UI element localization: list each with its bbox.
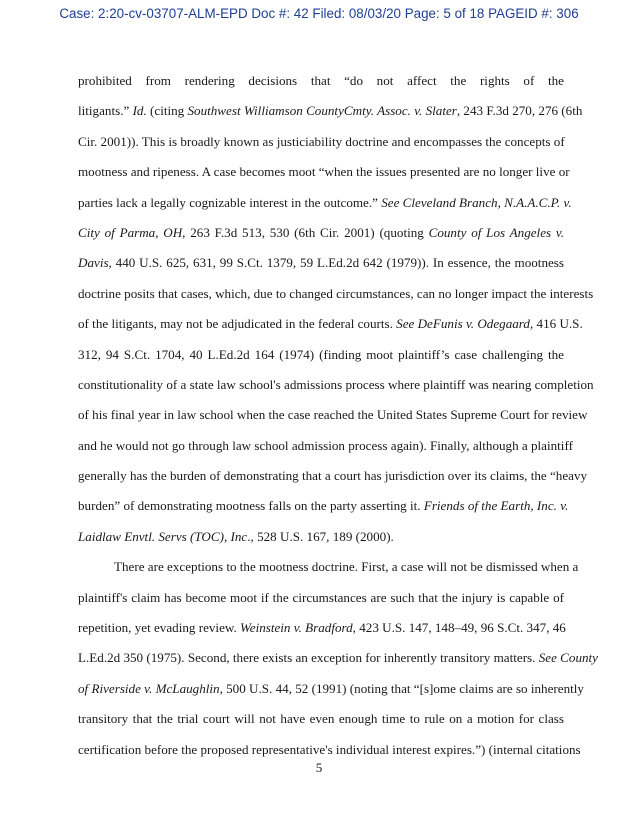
line-text: of the litigants, may not be adjudicated in the federal courts. — [78, 316, 397, 332]
citation-text: See County — [538, 650, 598, 666]
text-line — [78, 674, 584, 704]
citation-text: Southwest Williamson CountyCmty. Assoc. v. Slater — [187, 103, 457, 119]
citation-text: See Cleveland Branch, N.A.A.C.P. v. — [381, 194, 572, 210]
body-text — [78, 66, 598, 765]
text-line — [78, 552, 579, 582]
citation-text: Weinstein v. Bradford, — [240, 620, 356, 636]
text-line — [78, 461, 588, 491]
text-line — [78, 613, 564, 643]
line-text: parties lack a legally cognizable interest in the outcome.” — [78, 194, 382, 210]
line-text: 440 U.S. 625, 631, 99 S.Ct. 1379, 59 L.Ed.2d 642 (1979)). In essence, the mootness — [111, 255, 564, 271]
text-line — [78, 248, 564, 278]
line-text: generally has the burden of demonstrating that a court has jurisdiction over its claims, the “heavy — [78, 468, 588, 484]
line-text: constitutionality of a state law school's admissions process where plaintiff was nearing completion — [78, 376, 594, 392]
citation-text: Id. — [132, 103, 147, 119]
line-text: plaintiff's claim has become moot if the circumstances are such that the injury is capable of — [78, 589, 564, 605]
line-text: 423 U.S. 147, 148–49, 96 S.Ct. 347, 46 — [355, 620, 566, 636]
text-line — [78, 370, 594, 400]
line-text: doctrine posits that cases, which, due to changed circumstances, can no longer impact the interests — [78, 285, 594, 301]
text-line — [78, 431, 573, 461]
case-header: Case: 2:20-cv-03707-ALM-EPD Doc #: 42 Filed: 08/03/20 Page: 5 of 18 PAGEID #: 306 — [59, 6, 579, 21]
line-text: prohibited from rendering decisions that “do not affect the rights of the — [78, 73, 564, 88]
text-line — [78, 157, 570, 187]
citation-text: See DeFunis v. Odegaard, — [396, 316, 534, 332]
text-line — [78, 188, 572, 218]
line-text: burden” of demonstrating mootness falls on the party asserting it. — [78, 498, 424, 514]
line-text: litigants.” — [78, 103, 133, 119]
line-text: and he would not go through law school admission process again). Finally, although a plaintiff — [78, 437, 573, 453]
text-line — [78, 643, 598, 673]
line-text: ., 528 U.S. 167, 189 (2000). — [247, 528, 394, 544]
line-text: L.Ed.2d 350 (1975). Second, there exists an exception for inherently transitory matters. — [78, 650, 539, 666]
page-number: 5 — [315, 760, 323, 775]
line-text: (citing — [146, 103, 188, 119]
line-text: 312, 94 S.Ct. 1704, 40 L.Ed.2d 164 (1974) (finding moot plaintiff’s case challenging the — [78, 346, 564, 362]
citation-text: City of Parma, OH, — [78, 224, 186, 240]
citation-text: Laidlaw Envtl. Servs (TOC), Inc — [78, 528, 248, 544]
citation-text: of Riverside v. McLaughlin — [78, 680, 220, 696]
text-line — [78, 522, 564, 552]
citation-text: Friends of the Earth, Inc. v. — [423, 498, 569, 514]
line-text: certification before the proposed representative's individual interest expires.”) (internal citations — [78, 741, 581, 757]
line-text: repetition, yet evading review. — [78, 620, 241, 636]
line-text: of his final year in law school when the case reached the United States Supreme Court for review — [78, 407, 588, 423]
text-line — [78, 66, 564, 96]
text-line — [78, 96, 583, 126]
line-text: mootness and ripeness. A case becomes moot “when the issues presented are no longer live or — [78, 164, 570, 180]
text-line — [78, 400, 588, 430]
line-text: transitory that the trial court will not have even enough time to rule on a motion for class — [78, 711, 564, 727]
line-text: Cir. 2001)). This is broadly known as justiciability doctrine and encompasses the concepts of — [78, 133, 565, 149]
line-text: , 500 U.S. 44, 52 (1991) (noting that “[s]ome claims are so inherently — [219, 680, 584, 696]
text-line — [78, 340, 564, 370]
line-text: , 243 F.3d 270, 276 (6th — [456, 103, 583, 119]
text-line — [78, 704, 564, 734]
line-text: 416 U.S. — [533, 316, 583, 332]
citation-text: County of Los Angeles v. — [428, 224, 564, 240]
text-line — [78, 491, 569, 521]
text-line — [78, 309, 583, 339]
line-text: There are exceptions to the mootness doctrine. First, a case will not be dismissed when a — [114, 559, 579, 575]
text-line — [78, 583, 564, 613]
text-line — [78, 279, 594, 309]
line-text: 263 F.3d 513, 530 (6th Cir. 2001) (quoting — [185, 224, 429, 240]
text-line — [78, 218, 564, 248]
text-line — [78, 127, 564, 157]
citation-text: Davis, — [78, 255, 112, 271]
